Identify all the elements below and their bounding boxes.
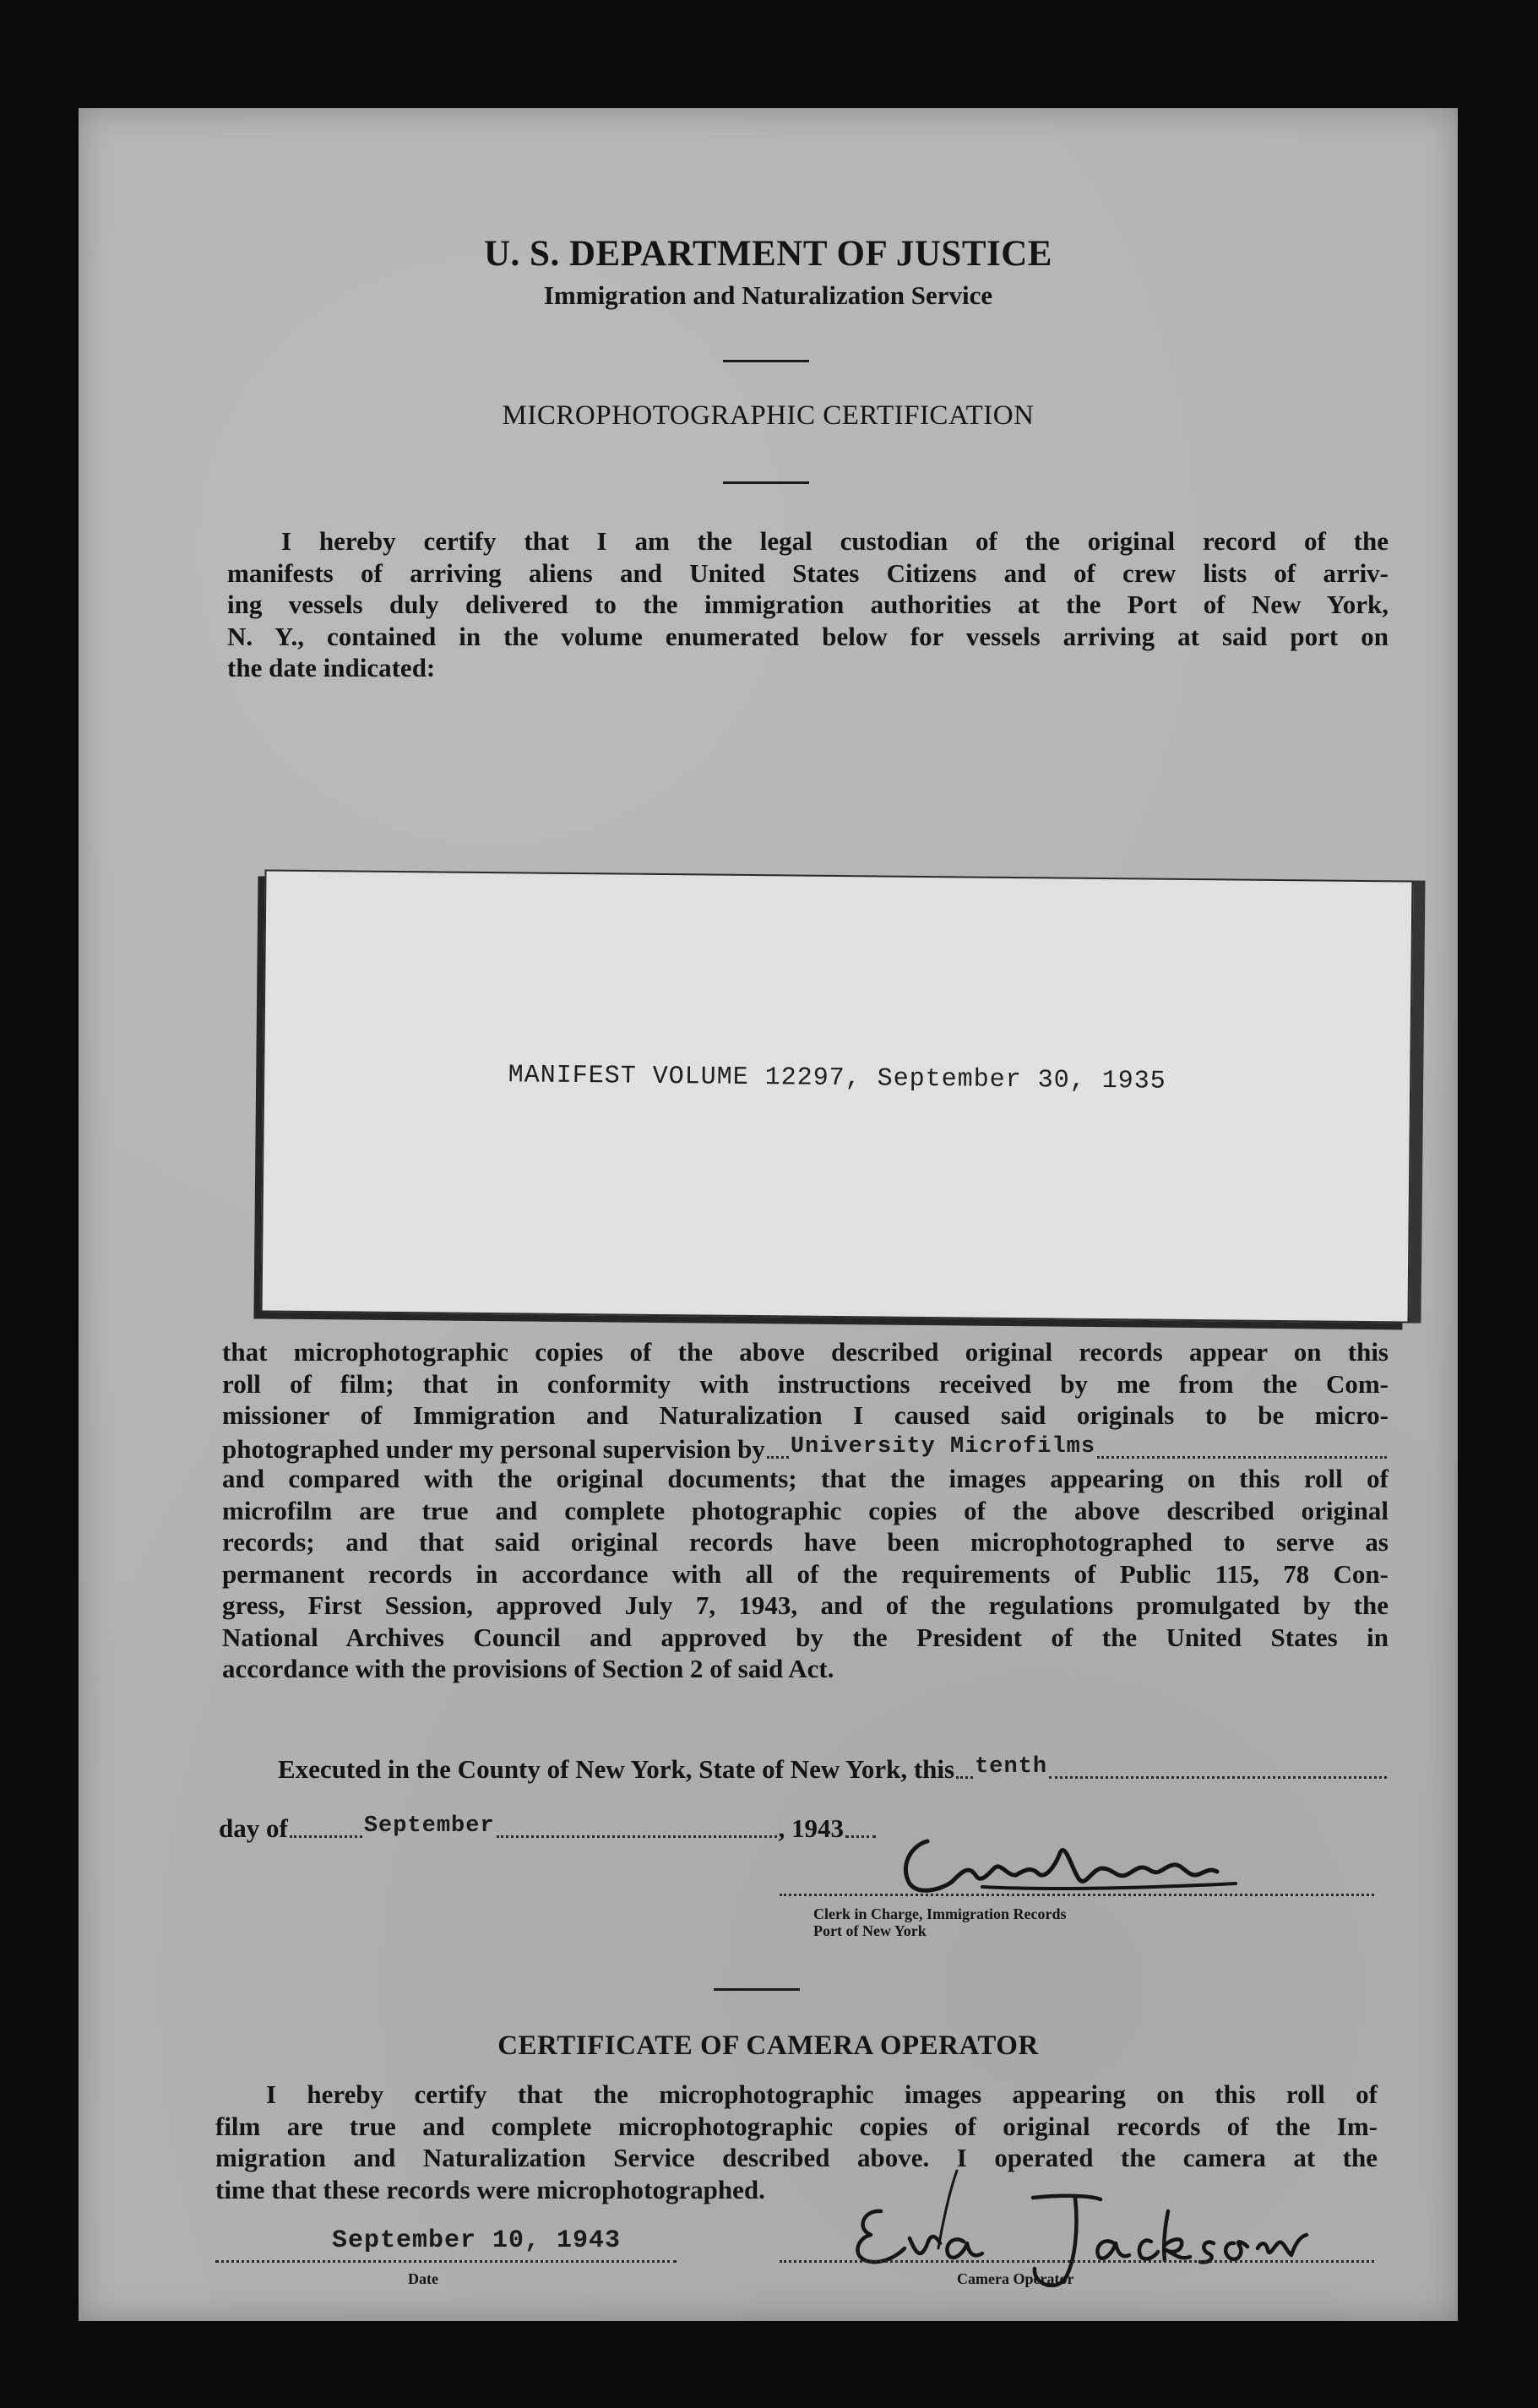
year-value: 3 [830, 1813, 844, 1843]
microfilm-paragraph-continued [222, 1463, 1389, 1685]
execution-day-value: tenth [975, 1754, 1048, 1780]
year-label: , 194 [778, 1813, 831, 1843]
clerk-signature-line [780, 1894, 1374, 1896]
day-of-dots-right [497, 1835, 777, 1838]
camera-certificate-title: CERTIFICATE OF CAMERA OPERATOR [497, 2030, 1039, 2061]
supervision-prefix: photographed under my personal supervision by [222, 1434, 765, 1464]
day-of-label: day of [219, 1813, 288, 1843]
paragraph-line: microfilm are true and complete photographic copies of the above described original [222, 1495, 1389, 1525]
paragraph-line: manifests of arriving aliens and United States Citizens and of crew lists of arriv- [227, 557, 1389, 588]
header-divider-top [723, 360, 809, 362]
service-subheading: Immigration and Naturalization Service [543, 280, 993, 310]
clerk-title [813, 1905, 1066, 1939]
execution-prefix: Executed in the County of New York, State of New York, this [278, 1754, 955, 1784]
paragraph-line: the date indicated: [227, 653, 436, 682]
paragraph-line: I hereby certify that I am the legal custodian of the original record of the [281, 526, 1389, 556]
paragraph-line: and compared with the original documents; that the images appearing on this roll of [222, 1464, 1389, 1493]
paragraph-line: gress, First Session, approved July 7, 1943, and of the regulations promulgated by the [222, 1590, 1389, 1620]
paragraph-line: I hereby certify that the microphotographic images appearing on this roll of [266, 2079, 1378, 2109]
paragraph-line: missioner of Immigration and Naturalization I caused said originals to be micro- [222, 1400, 1389, 1430]
operator-signature [822, 2161, 1329, 2287]
department-heading: U. S. DEPARTMENT OF JUSTICE [483, 234, 1052, 274]
paragraph-line: National Archives Council and approved by the President of the United States in [222, 1622, 1389, 1652]
supervision-dots-right [1097, 1455, 1387, 1459]
clerk-title-line: Port of New York [813, 1922, 927, 1939]
operator-label: Camera Operator [957, 2270, 1074, 2287]
certification-title: MICROPHOTOGRAPHIC CERTIFICATION [502, 400, 1035, 431]
day-of-dots-left [290, 1835, 362, 1838]
paragraph-line: time that these records were microphotographed. [215, 2174, 765, 2204]
paragraph-line: records; and that said original records have been microphotographed to serve as [222, 1527, 1389, 1557]
paragraph-line: N. Y., contained in the volume enumerated below for vessels arriving at said port on [227, 621, 1389, 651]
date-label: Date [408, 2270, 438, 2287]
execution-line [278, 1752, 1389, 1785]
custodian-paragraph [227, 525, 1389, 684]
date-line [219, 1811, 878, 1844]
clerk-title-line: Clerk in Charge, Immigration Records [813, 1905, 1067, 1922]
certificate-date-value: September 10, 1943 [332, 2226, 622, 2255]
paragraph-line: accordance with the provisions of Section 2 of said Act. [222, 1654, 834, 1683]
execution-dots-left [956, 1775, 973, 1779]
supervision-dots-left [767, 1455, 789, 1459]
manifest-volume-text: MANIFEST VOLUME 12297, September 30, 1935 [508, 1061, 1166, 1096]
paragraph-line: film are true and complete microphotographic copies of original records of the Im- [215, 2111, 1378, 2141]
paragraph-line: that microphotographic copies of the above described original records appear on this [222, 1337, 1389, 1367]
year-dots [845, 1835, 876, 1838]
supervision-line [222, 1432, 1389, 1465]
month-value: September [363, 1813, 495, 1839]
operator-signature-line [780, 2260, 1374, 2263]
supervision-value: University Microfilms [790, 1434, 1096, 1459]
microfilm-paragraph [222, 1336, 1389, 1432]
paragraph-line: permanent records in accordance with all of the requirements of Public 115, 78 Con- [222, 1558, 1389, 1589]
section-divider [714, 1988, 800, 1991]
manifest-inset-card [261, 869, 1414, 1323]
paragraph-line: ing vessels duly delivered to the immigration authorities at the Port of New York, [227, 590, 1389, 619]
header-divider-bottom [723, 481, 809, 484]
certification-sheet [79, 108, 1458, 2321]
execution-dots-right [1049, 1775, 1387, 1779]
paragraph-line: roll of film; that in conformity with instructions received by me from the Com- [222, 1368, 1389, 1399]
paragraph-line: migration and Naturalization Service described above. I operated the camera at the [215, 2143, 1378, 2172]
date-line-dots [215, 2260, 677, 2263]
